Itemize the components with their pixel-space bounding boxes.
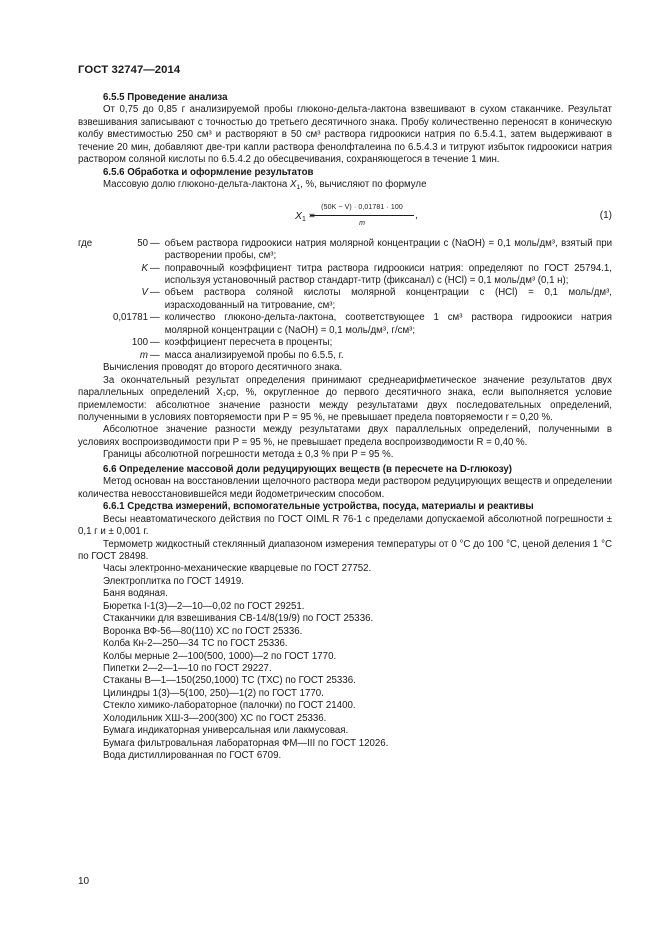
section-6-6-1-heading: 6.6.1 Средства измерений, вспомогательные устройства, посуда, материалы и реактивы xyxy=(103,501,534,513)
list-item: Стаканы В—1—150(250,1000) ТС (ТХС) по ГОСТ 25336. xyxy=(103,675,356,687)
formula-lhs-variable: X xyxy=(295,209,303,222)
definition-symbol: V xyxy=(141,287,148,299)
definition-dash: — xyxy=(150,287,160,299)
where-label: где xyxy=(78,237,93,249)
reproducibility-paragraph: Абсолютное значение разности между результатами двух параллельных определений, полученными в условиях воспроизводимости при P = 95 %, не превышает предела воспроизводимости R = 0,40 %. xyxy=(78,424,612,448)
definition-dash: — xyxy=(150,312,160,324)
section-6-5-5-heading: 6.5.5 Проведение анализа xyxy=(103,92,228,103)
calculation-precision-note: Вычисления проводят до второго десятичного знака. xyxy=(103,362,343,374)
formula-intro-subscript: 1 xyxy=(296,184,301,192)
formula-1 xyxy=(78,200,612,236)
equipment-list xyxy=(78,563,612,762)
definition-text: количество глюконо-дельта-лактона, соответствующее 1 см³ раствора гидроокиси натрия молярной концентрации c (NaOH) = 0,1 моль/дм³, г/см³; xyxy=(164,312,612,336)
list-item: Бумага фильтровальная лабораторная ФМ—III по ГОСТ 12026. xyxy=(103,737,389,749)
equipment-thermometer: Термометр жидкостный стеклянный диапазоном измерения температуры от 0 °С до 100 °С, ценой деления 1 °С по ГОСТ 28498. xyxy=(78,538,612,562)
definition-v xyxy=(78,287,612,312)
formula-denominator: m xyxy=(359,220,365,228)
formula-intro-text-a: Массовую долю глюконо-дельта-лактона xyxy=(103,179,290,191)
definition-text: масса анализируемой пробы по 6.5.5, г. xyxy=(164,349,344,361)
definition-text: коэффициент пересчета в проценты; xyxy=(164,337,333,349)
formula-number: (1) xyxy=(599,209,612,221)
definition-symbol: 100 xyxy=(131,337,148,349)
definition-dash: — xyxy=(150,349,160,361)
formula-fraction xyxy=(310,202,414,231)
list-item: Бюретка I-1(3)—2—10—0,02 по ГОСТ 29251. xyxy=(103,600,305,612)
definition-dash: — xyxy=(150,262,160,274)
section-6-6-paragraph: Метод основан на восстановлении щелочного раствора меди раствором редуцирующих веществ и определении количества невосстановившейся меди йодометрическим способом. xyxy=(78,476,612,500)
formula-tail: , xyxy=(415,209,418,221)
definition-symbol: 0,01781 xyxy=(112,312,148,324)
list-item: Стаканчики для взвешивания СВ-14/8(19/9) по ГОСТ 25336. xyxy=(103,613,374,625)
definition-symbol: 50 xyxy=(137,237,148,249)
definition-text: объем раствора гидроокиси натрия молярной концентрации c (NaOH) = 0,1 моль/дм³, взятый при растворении пробы, см³; xyxy=(164,237,612,262)
list-item: Электроплитка по ГОСТ 14919. xyxy=(103,575,244,587)
list-item: Колбы мерные 2—100(500, 1000)—2 по ГОСТ 1770. xyxy=(103,650,337,662)
page-number: 10 xyxy=(78,876,90,887)
definition-dash: — xyxy=(150,337,160,349)
formula-numerator: (50K − V) · 0,01781 · 100 xyxy=(310,202,414,216)
formula-equals: = xyxy=(305,209,315,222)
section-6-5-6-heading: 6.5.6 Обработка и оформление результатов xyxy=(103,166,314,178)
list-item: Часы электронно-механические кварцевые по ГОСТ 27752. xyxy=(103,563,372,575)
definition-dash: — xyxy=(150,237,160,249)
definition-symbol: K xyxy=(141,262,148,274)
error-bounds-paragraph: Границы абсолютной погрешности метода ± 0,3 % при P = 95 %. xyxy=(103,449,394,461)
standard-code-header: ГОСТ 32747—2014 xyxy=(78,64,181,76)
definition-k xyxy=(78,263,612,288)
section-6-5-5-paragraph: От 0,75 до 0,85 г анализируемой пробы глюконо-дельта-лактона взвешивают в сухом стаканчике. Результат взвешивания записывают с точностью до третьего десятичного знака. Пробу количественно переносят в коническую колбу вместимостью 250 см³ и растворяют в 50 см³ раствора гидроокиси натрия по 6.5.4.1, затем выдерживают в течение 20 мин, добавляют две-три капли раствора фенолфталеина по 6.5.4.3 и титруют избыток гидроокиси натрия раствором соляной кислоты по 6.5.4.2 до обесцвечивания, сохраняющегося в течение 1 мин. xyxy=(78,104,612,166)
formula-intro xyxy=(78,179,612,191)
list-item: Баня водяная. xyxy=(103,588,168,600)
list-item: Бумага индикаторная универсальная или лакмусовая. xyxy=(103,725,349,737)
definition-symbol-cell xyxy=(78,238,148,250)
definition-text: объем раствора соляной кислоты молярной концентрации c (HCl) = 0,1 моль/дм³, израсходованный на титрование, см³; xyxy=(164,287,612,311)
final-result-paragraph: За окончательный результат определения принимают среднеарифметическое значение результатов двух параллельных определений X₁ср, %, округленное до первого десятичного знака, если выполняется условие приемлемости: абсолютное значение разности между результатами двух последовательных определений, полученными в условиях повторяемости при P = 95 %, не превышает предела повторяемости r = 0,20 %. xyxy=(78,374,612,423)
definition-m xyxy=(78,350,612,362)
formula-lhs-subscript: 1 xyxy=(302,215,306,223)
definition-text: поправочный коэффициент титра раствора гидроокиси натрия: определяют по ГОСТ 25794.1, используя установочный раствор стандарт-титр (фиксанал) c (HCl) = 0,1 моль/дм³ (0,1 н); xyxy=(164,262,612,286)
list-item: Вода дистиллированная по ГОСТ 6709. xyxy=(103,750,282,762)
definition-symbol: m xyxy=(139,349,148,361)
section-6-6-heading: 6.6 Определение массовой доли редуцирующих веществ (в пересчете на D-глюкозу) xyxy=(103,463,512,475)
list-item: Стекло химико-лабораторное (палочки) по ГОСТ 21400. xyxy=(103,700,356,712)
list-item: Воронка ВФ-56—80(110) ХС по ГОСТ 25336. xyxy=(103,625,303,637)
equipment-scales: Весы неавтоматического действия по ГОСТ OIML R 76-1 с пределами допускаемой абсолютной погрешности ± 0,1 г и ± 0,001 г. xyxy=(78,513,612,538)
list-item: Холодильник ХШ-3—200(300) ХС по ГОСТ 25336. xyxy=(103,712,327,724)
definition-100 xyxy=(78,337,612,349)
list-item: Цилиндры 1(3)—5(100, 250)—1(2) по ГОСТ 1770. xyxy=(103,687,324,699)
list-item: Пипетки 2—2—1—10 по ГОСТ 29227. xyxy=(103,663,272,675)
list-item: Колба Кн-2—250—34 ТС по ГОСТ 25336. xyxy=(103,638,288,650)
definition-0-01781 xyxy=(78,312,612,337)
formula-intro-variable: X xyxy=(290,179,297,191)
formula-intro-text-b: , %, вычисляют по формуле xyxy=(300,179,427,191)
definition-50 xyxy=(78,238,612,263)
document-body xyxy=(78,92,612,763)
